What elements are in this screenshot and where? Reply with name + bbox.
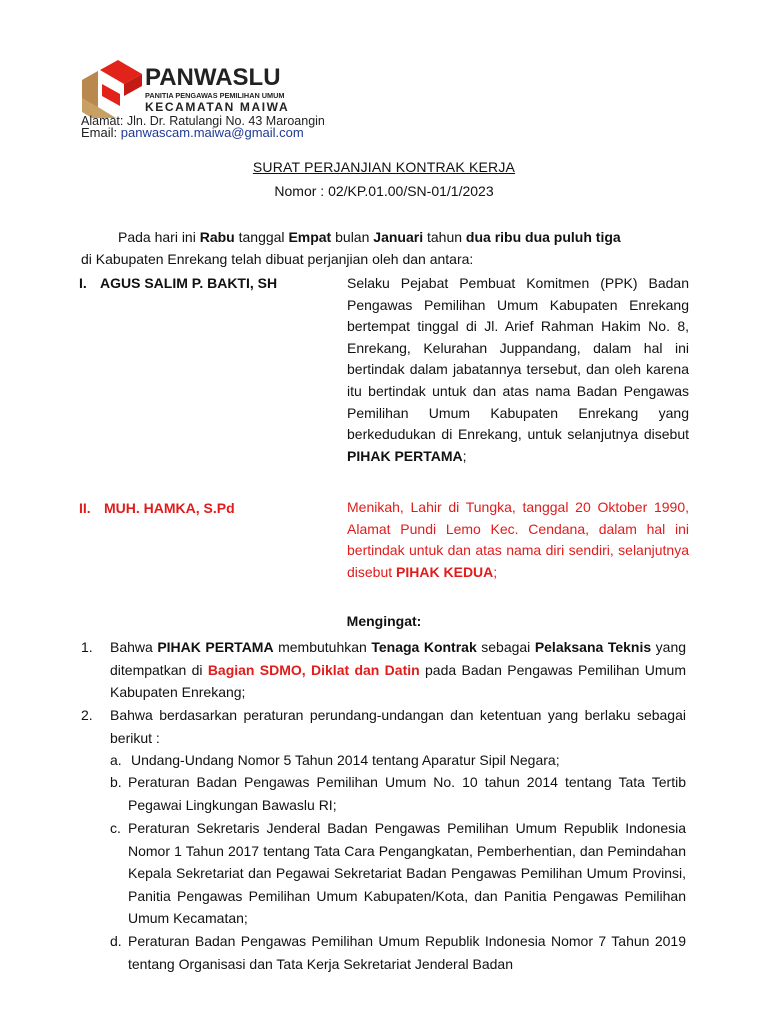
party-1-description xyxy=(347,273,689,467)
mengingat-1-bold: Tenaga Kontrak xyxy=(371,639,477,655)
mengingat-1-number: 1. xyxy=(81,639,93,655)
sub-a-letter: a. xyxy=(110,752,122,768)
mengingat-1-text xyxy=(110,636,686,704)
org-subtitle: PANITIA PENGAWAS PEMILIHAN UMUM xyxy=(145,91,285,100)
document-number: Nomor : 02/KP.01.00/SN-01/1/2023 xyxy=(274,183,494,199)
sub-d-text: Peraturan Badan Pengawas Pemilihan Umum Republik Indonesia Nomor 7 Tahun 2019 tentang Organisasi dan Tata Kerja Sekretariat Jenderal Badan xyxy=(128,933,686,972)
sub-b-letter: b. xyxy=(110,774,122,790)
sub-b-text: Peraturan Badan Pengawas Pemilihan Umum No. 10 tahun 2014 tentang Tata Tertib Pegawai Lingkungan Bawaslu RI; xyxy=(128,774,686,813)
party-1-designation: PIHAK PERTAMA xyxy=(347,447,463,464)
party-2-desc-end: ; xyxy=(493,563,498,580)
mengingat-1-part: pada Badan Pengawas Pemilihan Umum Kabupaten Enrekang; xyxy=(110,661,686,700)
party-2-number: II. xyxy=(79,500,91,516)
intro-text: Pada hari ini xyxy=(118,229,200,245)
intro-date: Empat xyxy=(288,229,332,245)
email-link[interactable]: panwascam.maiwa@gmail.com xyxy=(120,125,304,140)
party-2-description xyxy=(347,497,689,583)
intro-text: bulan xyxy=(331,229,374,245)
party-1-name: AGUS SALIM P. BAKTI, SH xyxy=(100,275,278,291)
party-1-desc-end: ; xyxy=(462,447,467,464)
email-line xyxy=(81,125,304,140)
sub-a-text: Undang-Undang Nomor 5 Tahun 2014 tentang Aparatur Sipil Negara; xyxy=(131,752,560,768)
intro-line-1 xyxy=(118,227,621,247)
mengingat-2-text: Bahwa berdasarkan peraturan perundang-undangan dan ketentuan yang berlaku sebagai berikut : xyxy=(110,707,686,746)
sub-c-letter: c. xyxy=(110,820,121,836)
email-label: Email: xyxy=(81,125,118,140)
mengingat-1-part: membutuhkan xyxy=(273,639,372,655)
party-2-designation: PIHAK KEDUA xyxy=(396,563,494,580)
party-2-desc-text: Menikah, Lahir di Tungka, tanggal 20 Oktober 1990, Alamat Pundi Lemo Kec. Cendana, dalam hal ini bertindak untuk dan atas nama diri sendiri, selanjutnya disebut xyxy=(347,499,689,580)
org-district: KECAMATAN MAIWA xyxy=(145,100,290,114)
mengingat-1-part: yang ditempatkan di xyxy=(110,639,687,678)
party-1-desc-text: Selaku Pejabat Pembuat Komitmen (PPK) Badan Pengawas Pemilihan Umum Kabupaten Enrekang bertempat tinggal di Jl. Arief Rahman Hakim No. 8, Enrekang, Kelurahan Juppandang, dalam hal ini bertindak dalam jabatannya tersebut, dan oleh karena itu bertindak untuk dan atas nama Badan Pengawas Pemilihan Umum Kabupaten Enrekang yang berkedudukan di Enrekang, untuk selanjutnya disebut xyxy=(347,275,689,443)
intro-text: tanggal xyxy=(234,229,289,245)
intro-month: Januari xyxy=(373,229,424,245)
intro-day: Rabu xyxy=(199,229,235,245)
letterhead-brand xyxy=(145,66,320,114)
mengingat-1-bold: PIHAK PERTAMA xyxy=(157,639,274,655)
mengingat-2-number: 2. xyxy=(81,707,93,723)
mengingat-1-part: sebagai xyxy=(476,639,535,655)
mengingat-1-placement: Bagian SDMO, Diklat dan Datin xyxy=(207,661,420,678)
intro-line-2: di Kabupaten Enrekang telah dibuat perjanjian oleh dan antara: xyxy=(81,251,474,267)
sub-c-text: Peraturan Sekretaris Jenderal Badan Pengawas Pemilihan Umum Republik Indonesia Nomor 1 Tahun 2017 tentang Tata Cara Pengangkatan, Pemberhentian, dan Pemindahan Kepala Sekretariat dan Pegawai Sekretariat Badan Pengawas Pemilihan Umum Provinsi, Panitia Pengawas Pemilihan Umum Kabupaten/Kota, dan Panitia Pengawas Pemilihan Umum Kecamatan; xyxy=(128,820,686,926)
intro-year: dua ribu dua puluh tiga xyxy=(465,229,621,245)
document-title: SURAT PERJANJIAN KONTRAK KERJA xyxy=(252,159,516,175)
party-1-number: I. xyxy=(79,275,87,291)
org-address: Alamat: Jln. Dr. Ratulangi No. 43 Maroangin xyxy=(81,114,325,128)
intro-text: tahun xyxy=(423,229,466,245)
sub-d-letter: d. xyxy=(110,933,122,949)
party-2-name: MUH. HAMKA, S.Pd xyxy=(104,500,235,516)
mengingat-1-part: Bahwa xyxy=(110,639,158,655)
mengingat-1-bold: Pelaksana Teknis xyxy=(534,639,652,655)
mengingat-heading: Mengingat: xyxy=(346,613,422,629)
panwaslu-logo-icon xyxy=(80,60,144,118)
org-name: PANWASLU xyxy=(145,64,281,91)
